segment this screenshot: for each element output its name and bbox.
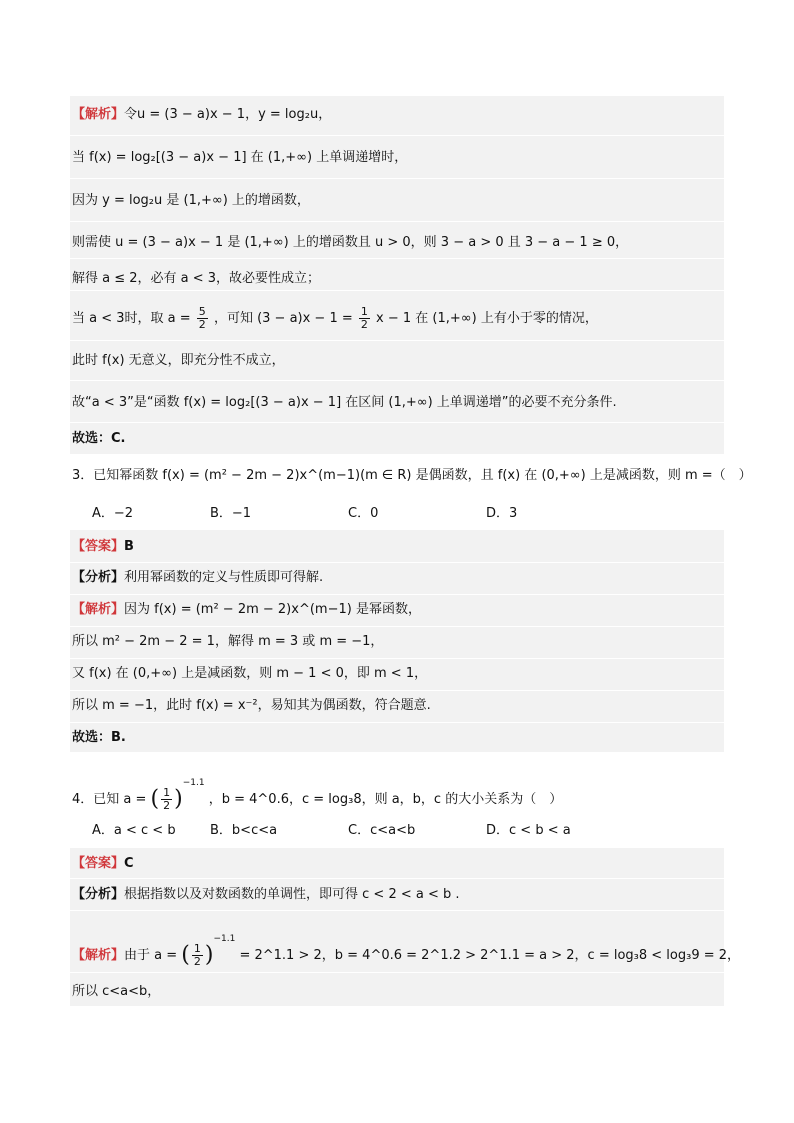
analysis-tag: 【解析】 <box>72 107 125 122</box>
q2-text-5: 解得 a ≤ 2，必有 a < 3，故必要性成立； <box>72 271 321 286</box>
q4-stem-a: 4．已知 a = <box>72 792 147 807</box>
answer-tag: 【答案】 <box>72 856 125 871</box>
q4-option-c: C．c<a<b <box>348 823 416 838</box>
frac-den: 2 <box>198 318 206 331</box>
q3-answer: B <box>124 539 134 554</box>
q3-option-b: B．−1 <box>210 506 252 521</box>
q4-answer: C <box>124 856 134 871</box>
fraction-1-2 <box>192 943 203 968</box>
q2-line-1 <box>72 106 331 124</box>
exponent: −1.1 <box>182 778 205 788</box>
q3-stem-text: 3．已知幂函数 f(x) = (m² − 2m − 2)x^(m−1)(m ∈ R) 是偶函数，且 f(x) 在 (0,+∞) 上是减函数，则 m =（ ） <box>72 468 752 483</box>
fraction-1-2 <box>359 306 370 331</box>
q2-text-1: 令u = (3 − a)x − 1，y = log₂u， <box>124 107 332 122</box>
q2-text-2: 当 f(x) = log₂[(3 − a)x − 1] 在 (1,+∞) 上单调递增时， <box>72 150 408 165</box>
paren-open: ( <box>150 786 160 812</box>
q2-text-7: 此时 f(x) 无意义，即充分性不成立， <box>72 353 285 368</box>
q3-s3: 又 f(x) 在 (0,+∞) 上是减函数，则 m − 1 < 0，即 m < 1， <box>72 666 428 681</box>
q2-text-6a: 当 a < 3时，取 a = <box>72 311 191 326</box>
frac-den: 2 <box>193 955 201 968</box>
q3-s1: 因为 f(x) = (m² − 2m − 2)x^(m−1) 是幂函数， <box>124 602 421 617</box>
q3-answer-line <box>72 538 134 556</box>
q2-text-3: 因为 y = log₂u 是 (1,+∞) 上的增函数， <box>72 193 310 208</box>
q2-line-2 <box>72 149 407 167</box>
q2-text-4: 则需使 u = (3 − a)x − 1 是 (1,+∞) 上的增函数且 u > 0，则 3 − a > 0 且 3 − a − 1 ≥ 0， <box>72 235 629 250</box>
q4-s2: 所以 c<a<b， <box>72 984 161 999</box>
solution-block-q4 <box>70 848 724 1006</box>
q2-text-9: 故选：C. <box>72 431 126 446</box>
q3-s4: 所以 m = −1，此时 f(x) = x⁻²，易知其为偶函数，符合题意. <box>72 698 431 713</box>
q4-option-b: B．b<c<a <box>210 823 278 838</box>
frac-num: 5 <box>198 305 206 318</box>
frac-num: 1 <box>163 786 171 799</box>
q3-stem <box>72 467 752 485</box>
q3-s2: 所以 m² − 2m − 2 = 1，解得 m = 3 或 m = −1， <box>72 634 384 649</box>
q2-text-6c: x − 1 在 (1,+∞) 上有小于零的情况， <box>376 311 598 326</box>
analysis-label: 【分析】 <box>72 887 125 902</box>
paren-close: ) <box>204 942 214 968</box>
q4-s1a: 由于 a = <box>124 948 178 963</box>
q4-option-d: D．c < b < a <box>486 823 571 838</box>
exponent: −1.1 <box>213 934 236 944</box>
frac-num: 1 <box>193 942 201 955</box>
q2-text-6b: ，可知 (3 − a)x − 1 = <box>213 311 353 326</box>
q3-option-a: A．−2 <box>92 506 134 521</box>
q4-solution-2 <box>72 983 160 1001</box>
q4-stem <box>72 774 562 812</box>
q4-analysis: 根据指数以及对数函数的单调性，即可得 c < 2 < a < b . <box>124 887 460 902</box>
q4-option-a: A．a < c < b <box>92 823 176 838</box>
q4-answer-line <box>72 855 134 873</box>
frac-den: 2 <box>163 799 171 812</box>
q2-line-4 <box>72 234 628 252</box>
q3-analysis: 利用幂函数的定义与性质即可得解. <box>124 570 324 585</box>
frac-den: 2 <box>360 318 368 331</box>
analysis-tag: 【解析】 <box>72 602 125 617</box>
q3-solution-5 <box>72 729 126 747</box>
q2-line-7 <box>72 352 285 370</box>
q3-solution-1 <box>72 601 421 619</box>
q3-solution-2 <box>72 633 383 651</box>
paren-close: ) <box>174 786 183 812</box>
q3-s5: 故选：B. <box>72 730 126 745</box>
analysis-tag: 【解析】 <box>72 948 125 963</box>
answer-tag: 【答案】 <box>72 539 125 554</box>
q4-s1b: = 2^1.1 > 2，b = 4^0.6 = 2^1.2 > 2^1.1 = a > 2，c = log₃8 < log₃9 = 2， <box>239 948 741 963</box>
q4-stem-b: ，b = 4^0.6，c = log₃8，则 a，b，c 的大小关系为（ ） <box>208 792 563 807</box>
q3-option-c: C．0 <box>348 506 379 521</box>
q2-line-3 <box>72 192 310 210</box>
fraction-5-2 <box>197 306 208 331</box>
q2-line-9 <box>72 430 125 448</box>
q4-analysis-line <box>72 886 460 904</box>
frac-num: 1 <box>360 305 368 318</box>
q3-option-d: D．3 <box>486 506 518 521</box>
q3-solution-4 <box>72 697 431 715</box>
q3-solution-3 <box>72 665 427 683</box>
q2-line-6 <box>72 306 598 331</box>
paren-open: ( <box>181 942 190 968</box>
q3-analysis-line <box>72 569 323 587</box>
q2-text-8: 故“a < 3”是“函数 f(x) = log₂[(3 − a)x − 1] 在区间 (1,+∞) 上单调递增”的必要不充分条件. <box>72 395 617 410</box>
analysis-label: 【分析】 <box>72 570 125 585</box>
q2-line-8 <box>72 394 617 412</box>
q4-solution-1 <box>72 930 740 968</box>
fraction-1-2 <box>161 787 172 812</box>
q2-line-5 <box>72 270 320 288</box>
